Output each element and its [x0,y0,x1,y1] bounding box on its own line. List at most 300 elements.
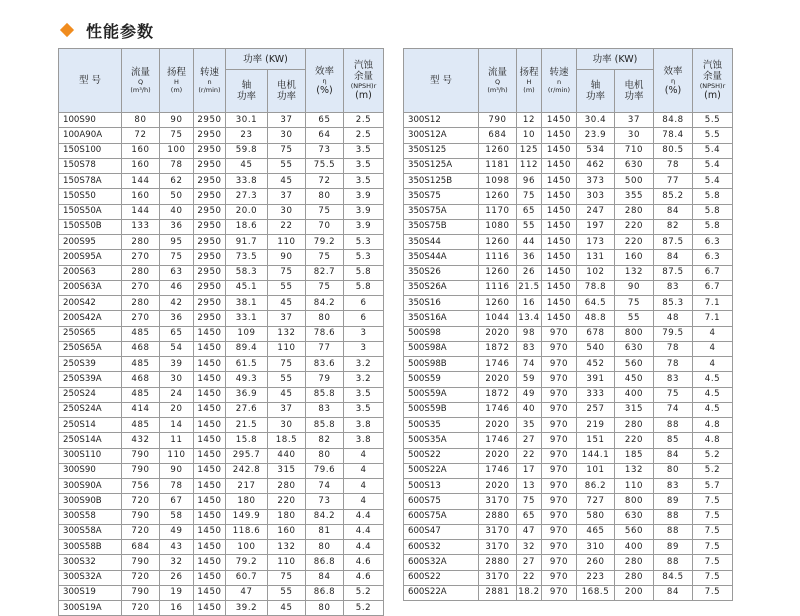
cell-npsh: 7.1 [693,311,733,326]
cell-shaft-power: 391 [577,372,615,387]
cell-model: 600S75A [404,509,479,524]
cell-shaft-power: 168.5 [577,585,615,600]
table-body [59,113,384,616]
cell-npsh: 4.4 [344,540,384,555]
cell-npsh: 4.8 [693,433,733,448]
cell-model: 500S98 [404,326,479,341]
cell-motor-power: 630 [615,341,654,356]
cell-efficiency: 85.2 [654,189,693,204]
cell-shaft-power: 100 [226,540,268,555]
cell-flow: 2880 [479,509,517,524]
cell-speed: 1450 [542,250,577,265]
cell-model: 500S35A [404,433,479,448]
cell-npsh: 4.8 [693,418,733,433]
cell-flow: 485 [122,387,160,402]
cell-efficiency: 89 [654,540,693,555]
cell-motor-power: 132 [615,265,654,280]
cell-efficiency: 73 [306,143,344,158]
cell-efficiency: 80 [306,448,344,463]
cell-motor-power: 450 [615,372,654,387]
cell-npsh: 4 [693,357,733,372]
cell-npsh: 7.1 [693,296,733,311]
table-row [404,418,733,433]
cell-efficiency: 82 [306,433,344,448]
cell-flow: 280 [122,265,160,280]
cell-head: 14 [160,418,194,433]
cell-shaft-power: 30.1 [226,113,268,128]
cell-speed: 1450 [194,585,226,600]
cell-shaft-power: 247 [577,204,615,219]
cell-shaft-power: 78.8 [577,280,615,295]
cell-flow: 1181 [479,158,517,173]
cell-flow: 2020 [479,418,517,433]
cell-flow: 1746 [479,463,517,478]
header-shaft-power: 轴 功率 [577,70,615,113]
cell-npsh: 5.4 [693,174,733,189]
table-row [404,387,733,402]
cell-efficiency: 82 [654,219,693,234]
cell-efficiency: 85.8 [306,418,344,433]
cell-motor-power: 800 [615,494,654,509]
cell-head: 90 [160,463,194,478]
cell-flow: 432 [122,433,160,448]
cell-head: 54 [160,341,194,356]
cell-speed: 1450 [194,524,226,539]
cell-shaft-power: 465 [577,524,615,539]
cell-efficiency: 80.5 [654,143,693,158]
table-row [404,448,733,463]
performance-table-left [58,48,384,616]
cell-model: 200S95A [59,250,122,265]
cell-efficiency: 78.6 [306,326,344,341]
cell-speed: 2950 [194,280,226,295]
table-row [404,524,733,539]
cell-shaft-power: 38.1 [226,296,268,311]
cell-npsh: 5.8 [693,204,733,219]
cell-model: 350S125B [404,174,479,189]
cell-motor-power: 110 [268,235,306,250]
cell-speed: 2950 [194,204,226,219]
cell-speed: 970 [542,479,577,494]
cell-flow: 280 [122,296,160,311]
cell-shaft-power: 89.4 [226,341,268,356]
table-row [59,372,384,387]
cell-flow: 1260 [479,235,517,250]
table-row [404,509,733,524]
cell-efficiency: 79.5 [654,326,693,341]
cell-shaft-power: 131 [577,250,615,265]
cell-motor-power: 800 [615,326,654,341]
cell-head: 32 [160,555,194,570]
cell-motor-power: 30 [615,128,654,143]
cell-shaft-power: 45.1 [226,280,268,295]
cell-head: 110 [160,448,194,463]
cell-speed: 1450 [194,357,226,372]
cell-motor-power: 440 [268,448,306,463]
cell-npsh: 3.2 [344,372,384,387]
cell-flow: 1872 [479,341,517,356]
cell-speed: 2950 [194,189,226,204]
cell-efficiency: 88 [654,524,693,539]
left-performance-table [58,48,383,616]
cell-head: 22 [517,570,542,585]
cell-model: 150S78 [59,158,122,173]
cell-head: 13 [517,479,542,494]
cell-model: 600S22 [404,570,479,585]
cell-shaft-power: 59.8 [226,143,268,158]
cell-head: 112 [517,158,542,173]
cell-speed: 1450 [542,265,577,280]
cell-model: 350S125 [404,143,479,158]
cell-npsh: 7.5 [693,524,733,539]
cell-motor-power: 560 [615,357,654,372]
cell-speed: 970 [542,555,577,570]
cell-shaft-power: 23 [226,128,268,143]
cell-npsh: 4.5 [693,387,733,402]
cell-motor-power: 30 [268,418,306,433]
cell-shaft-power: 333 [577,387,615,402]
cell-model: 500S98A [404,341,479,356]
header-motor-power: 电机 功率 [615,70,654,113]
table-row [404,479,733,494]
cell-shaft-power: 534 [577,143,615,158]
cell-head: 36 [160,219,194,234]
cell-efficiency: 80 [306,601,344,616]
cell-model: 350S16 [404,296,479,311]
cell-efficiency: 70 [306,219,344,234]
cell-speed: 2950 [194,235,226,250]
cell-efficiency: 79.2 [306,235,344,250]
cell-model: 500S22A [404,463,479,478]
cell-npsh: 7.5 [693,555,733,570]
cell-flow: 720 [122,570,160,585]
cell-model: 250S24 [59,387,122,402]
cell-npsh: 3 [344,341,384,356]
cell-shaft-power: 149.9 [226,509,268,524]
cell-npsh: 5.3 [344,235,384,250]
table-row [59,479,384,494]
cell-flow: 720 [122,524,160,539]
cell-motor-power: 55 [268,372,306,387]
cell-head: 74 [517,357,542,372]
cell-npsh: 4.5 [693,402,733,417]
table-row [59,509,384,524]
table-row [404,494,733,509]
cell-speed: 970 [542,570,577,585]
cell-speed: 970 [542,540,577,555]
cell-flow: 3170 [479,494,517,509]
cell-model: 500S13 [404,479,479,494]
cell-model: 200S63A [59,280,122,295]
table-header [404,49,733,113]
cell-speed: 2950 [194,113,226,128]
cell-npsh: 3.8 [344,433,384,448]
cell-speed: 1450 [194,540,226,555]
cell-efficiency: 83.6 [306,357,344,372]
cell-shaft-power: 727 [577,494,615,509]
cell-flow: 72 [122,128,160,143]
cell-head: 26 [517,265,542,280]
table-row [59,250,384,265]
table-row [404,250,733,265]
table-row [404,463,733,478]
cell-shaft-power: 45 [226,158,268,173]
cell-npsh: 4 [693,341,733,356]
cell-speed: 1450 [194,601,226,616]
cell-speed: 1450 [542,128,577,143]
cell-efficiency: 83 [654,479,693,494]
cell-speed: 2950 [194,265,226,280]
cell-shaft-power: 15.8 [226,433,268,448]
cell-model: 600S22A [404,585,479,600]
cell-model: 300S110 [59,448,122,463]
cell-head: 11 [160,433,194,448]
cell-npsh: 7.5 [693,494,733,509]
cell-shaft-power: 48.8 [577,311,615,326]
cell-head: 16 [160,601,194,616]
cell-shaft-power: 223 [577,570,615,585]
table-row [404,113,733,128]
cell-npsh: 5.8 [693,219,733,234]
cell-shaft-power: 73.5 [226,250,268,265]
cell-npsh: 4.6 [344,570,384,585]
cell-npsh: 3.5 [344,387,384,402]
cell-npsh: 5.2 [344,585,384,600]
cell-head: 75 [517,494,542,509]
cell-flow: 1098 [479,174,517,189]
cell-shaft-power: 242.8 [226,463,268,478]
cell-speed: 1450 [542,296,577,311]
table-row [59,387,384,402]
cell-npsh: 6.3 [693,235,733,250]
cell-head: 42 [160,296,194,311]
cell-efficiency: 75 [306,250,344,265]
cell-flow: 720 [122,494,160,509]
cell-efficiency: 83 [654,280,693,295]
cell-model: 350S26A [404,280,479,295]
table-row [404,235,733,250]
cell-flow: 684 [479,128,517,143]
cell-speed: 2950 [194,219,226,234]
cell-model: 300S58A [59,524,122,539]
cell-model: 200S95 [59,235,122,250]
cell-motor-power: 180 [268,509,306,524]
cell-shaft-power: 30.4 [577,113,615,128]
cell-speed: 970 [542,433,577,448]
cell-shaft-power: 49.3 [226,372,268,387]
cell-model: 300S90 [59,463,122,478]
header-motor-power: 电机 功率 [268,70,306,113]
cell-motor-power: 75 [268,265,306,280]
cell-flow: 160 [122,143,160,158]
cell-efficiency: 72 [306,174,344,189]
cell-speed: 970 [542,585,577,600]
cell-npsh: 3.9 [344,189,384,204]
cell-flow: 2881 [479,585,517,600]
cell-head: 19 [160,585,194,600]
cell-model: 300S58B [59,540,122,555]
cell-speed: 1450 [542,113,577,128]
table-row [404,189,733,204]
cell-npsh: 5.2 [344,601,384,616]
cell-efficiency: 77 [306,341,344,356]
cell-flow: 790 [122,463,160,478]
cell-flow: 485 [122,418,160,433]
cell-flow: 790 [122,555,160,570]
cell-npsh: 7.5 [693,540,733,555]
cell-model: 600S32 [404,540,479,555]
cell-head: 59 [517,372,542,387]
cell-efficiency: 84 [654,250,693,265]
cell-flow: 1080 [479,219,517,234]
cell-motor-power: 75 [615,296,654,311]
cell-flow: 1260 [479,265,517,280]
cell-speed: 970 [542,524,577,539]
cell-npsh: 7.5 [693,585,733,600]
cell-model: 300S12A [404,128,479,143]
cell-npsh: 3.9 [344,219,384,234]
cell-model: 150S50B [59,219,122,234]
cell-speed: 1450 [194,418,226,433]
cell-head: 50 [160,189,194,204]
cell-npsh: 4 [344,463,384,478]
cell-speed: 1450 [542,143,577,158]
cell-shaft-power: 260 [577,555,615,570]
cell-flow: 2020 [479,372,517,387]
cell-npsh: 6 [344,296,384,311]
cell-shaft-power: 23.9 [577,128,615,143]
cell-flow: 270 [122,250,160,265]
cell-head: 83 [517,341,542,356]
table-row [404,433,733,448]
cell-motor-power: 75 [268,570,306,585]
table-row [404,570,733,585]
table-row [404,326,733,341]
cell-flow: 790 [122,585,160,600]
table-row [59,540,384,555]
cell-model: 350S75 [404,189,479,204]
cell-npsh: 5.5 [693,128,733,143]
cell-head: 47 [517,524,542,539]
cell-speed: 1450 [194,555,226,570]
table-row [404,143,733,158]
table-row [404,372,733,387]
cell-speed: 970 [542,463,577,478]
cell-flow: 144 [122,204,160,219]
cell-flow: 1746 [479,357,517,372]
table-row [59,265,384,280]
cell-flow: 1746 [479,433,517,448]
header-npsh: 汽蚀 余量 (NPSH)r (m) [693,49,733,113]
table-row [404,296,733,311]
cell-head: 44 [517,235,542,250]
cell-shaft-power: 58.3 [226,265,268,280]
cell-model: 300S32A [59,570,122,585]
cell-motor-power: 37 [268,311,306,326]
cell-head: 78 [160,479,194,494]
cell-head: 17 [517,463,542,478]
cell-head: 36 [160,311,194,326]
cell-efficiency: 80 [654,463,693,478]
cell-speed: 2950 [194,174,226,189]
cell-efficiency: 88 [654,418,693,433]
cell-npsh: 6.7 [693,265,733,280]
header-model: 型 号 [404,49,479,113]
cell-npsh: 3 [344,326,384,341]
table-row [404,174,733,189]
cell-model: 100S90 [59,113,122,128]
cell-npsh: 3.9 [344,204,384,219]
cell-efficiency: 73 [306,494,344,509]
cell-head: 30 [160,372,194,387]
right-performance-table [403,48,732,601]
header-model: 型 号 [59,49,122,113]
cell-flow: 280 [122,235,160,250]
cell-efficiency: 78 [654,158,693,173]
section-title-text: 性能参数 [86,21,155,41]
table-row [404,158,733,173]
cell-flow: 790 [122,509,160,524]
cell-flow: 133 [122,219,160,234]
cell-speed: 1450 [194,479,226,494]
cell-flow: 1872 [479,387,517,402]
table-row [59,204,384,219]
cell-motor-power: 280 [615,570,654,585]
table-row [59,326,384,341]
cell-motor-power: 30 [268,128,306,143]
table-row [59,494,384,509]
cell-model: 200S63 [59,265,122,280]
cell-efficiency: 80 [306,540,344,555]
cell-flow: 684 [122,540,160,555]
cell-head: 75 [160,250,194,265]
cell-model: 100A90A [59,128,122,143]
cell-efficiency: 85.8 [306,387,344,402]
cell-efficiency: 86.8 [306,585,344,600]
cell-npsh: 4 [693,326,733,341]
cell-speed: 970 [542,509,577,524]
cell-efficiency: 84.2 [306,509,344,524]
cell-efficiency: 81 [306,524,344,539]
cell-model: 250S39A [59,372,122,387]
cell-efficiency: 88 [654,555,693,570]
cell-motor-power: 132 [268,540,306,555]
cell-motor-power: 110 [615,479,654,494]
cell-efficiency: 78 [654,357,693,372]
cell-efficiency: 84.8 [654,113,693,128]
cell-head: 49 [517,387,542,402]
cell-shaft-power: 27.3 [226,189,268,204]
cell-motor-power: 315 [268,463,306,478]
cell-head: 55 [517,219,542,234]
cell-model: 500S98B [404,357,479,372]
cell-flow: 790 [479,113,517,128]
cell-head: 21.5 [517,280,542,295]
table-row [404,204,733,219]
cell-npsh: 5.8 [344,280,384,295]
cell-model: 250S65 [59,326,122,341]
cell-shaft-power: 91.7 [226,235,268,250]
cell-motor-power: 160 [615,250,654,265]
cell-motor-power: 220 [268,494,306,509]
header-efficiency: 效率 η (%) [654,49,693,113]
cell-shaft-power: 21.5 [226,418,268,433]
cell-speed: 1450 [194,341,226,356]
cell-motor-power: 280 [615,418,654,433]
table-row [59,433,384,448]
cell-shaft-power: 39.2 [226,601,268,616]
cell-speed: 1450 [542,280,577,295]
